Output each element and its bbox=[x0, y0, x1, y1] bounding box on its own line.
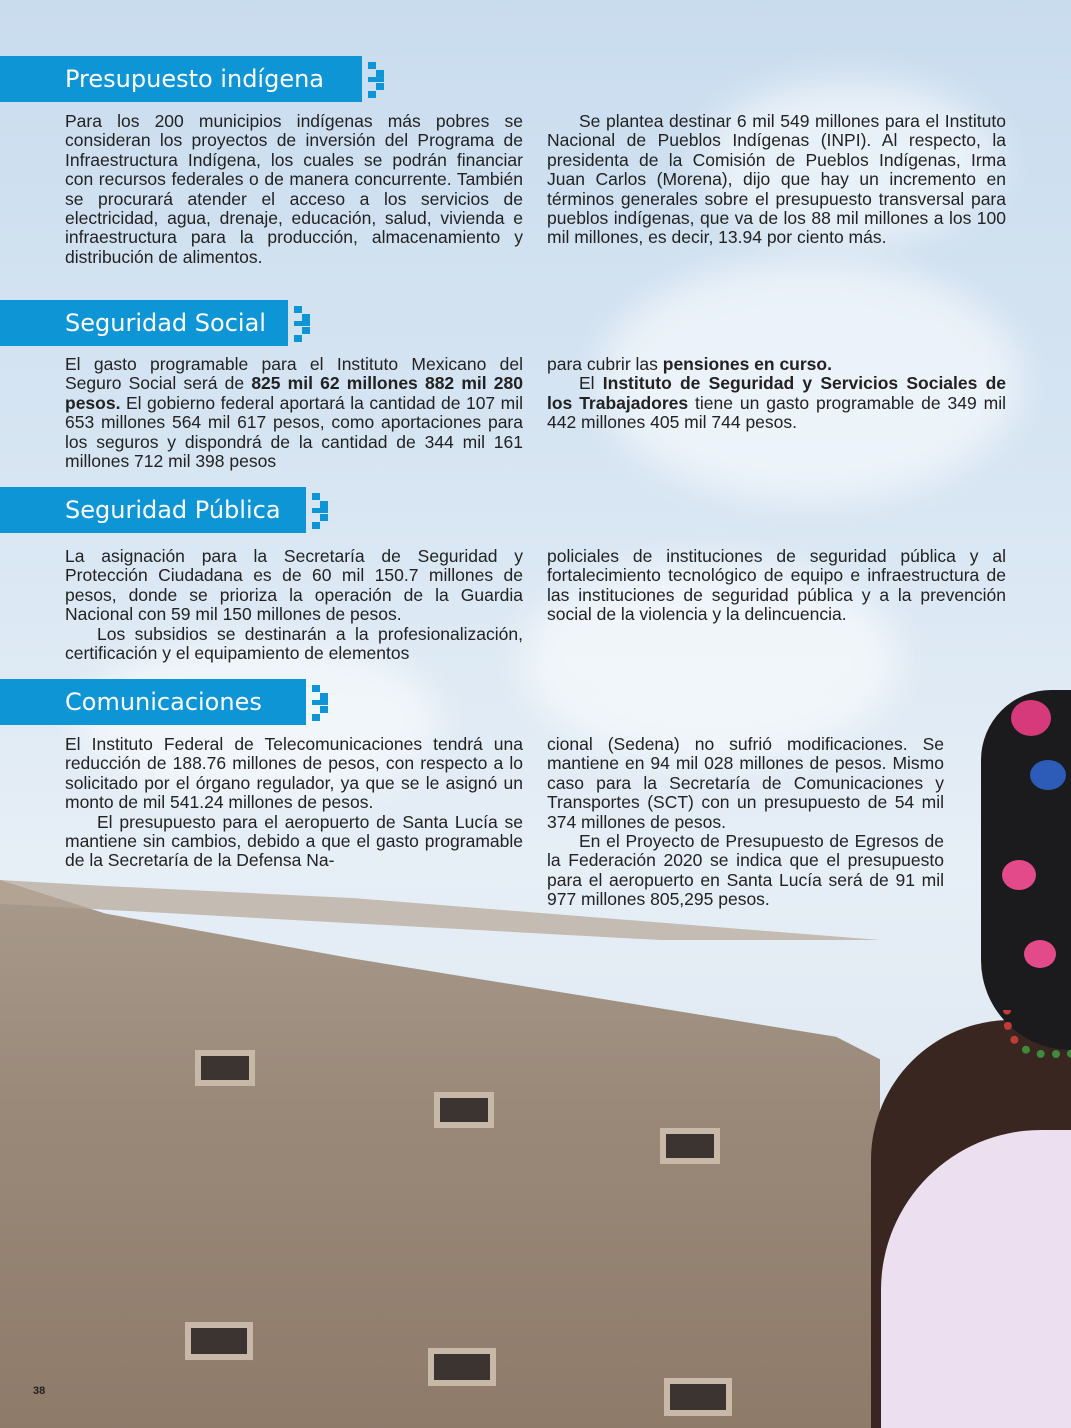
section-title: Seguridad Pública bbox=[65, 496, 281, 524]
bracket-icon bbox=[312, 487, 334, 533]
section-1-right-column bbox=[547, 112, 1006, 248]
paragraph: El presupuesto para el aeropuerto de Santa Lucía se mantiene sin cambios, debido a que el gasto programable de la Secretaría de la Defensa Na- bbox=[65, 811, 523, 871]
paragraph: En el Proyecto de Presupuesto de Egresos de la Federación 2020 se indica que el presupuesto para el aeropuerto en Santa Lucía será de 91 mil 977 millones 805,295 pesos. bbox=[547, 831, 944, 910]
section-header-seguridad-social bbox=[0, 300, 288, 346]
section-header-presupuesto-indigena bbox=[0, 56, 362, 102]
section-2-right-column bbox=[547, 355, 1006, 433]
section-3-right-column bbox=[547, 547, 1006, 625]
paragraph: El Instituto Federal de Telecomunicaciones tendrá una reducción de 188.76 millones de pesos, con respecto a lo solicitado por el órgano regulador, ya que se le asignó un monto de mil 541.24 millones de pesos. bbox=[65, 734, 523, 813]
text-run: tiene un gasto programable de 349 mil 442 millones 405 mil 744 pesos. bbox=[547, 392, 1006, 433]
page-number: 38 bbox=[33, 1385, 46, 1397]
paragraph bbox=[65, 355, 523, 471]
paragraph bbox=[547, 374, 1006, 432]
section-title: Comunicaciones bbox=[65, 688, 262, 716]
paragraph bbox=[547, 355, 1006, 374]
paragraph: cional (Sedena) no sufrió modificaciones. Se mantiene en 94 mil 028 millones de pesos. Mismo caso para la Secretaría de Comunicaciones y Transportes (SCT) con un presupuesto de 54 mil 374 millones de pesos. bbox=[547, 734, 944, 832]
section-3-left-column bbox=[65, 547, 523, 663]
bold-text: Instituto de Seguridad y Servicios Sociales de los Trabajadores bbox=[547, 373, 1006, 413]
paragraph: Los subsidios se destinarán a la profesionalización, certificación y el equipamiento de elementos bbox=[65, 623, 523, 664]
text-run: El bbox=[579, 373, 603, 394]
section-title: Seguridad Social bbox=[65, 309, 266, 337]
section-header-seguridad-publica bbox=[0, 487, 306, 533]
section-1-left-column bbox=[65, 112, 523, 267]
section-header-comunicaciones bbox=[0, 679, 306, 725]
paragraph: Para los 200 municipios indígenas más pobres se consideran los proyectos de inversión del Programa de Infraestructura Indígena, los cuales se podrán financiar con recursos federales o de manera concurrente. También se procurará atender el acceso a los servicios de electricidad, agua, drenaje, educación, salud, vivienda e infraestructura para la producción, almacenamiento y distribución de alimentos. bbox=[65, 111, 523, 267]
section-2-left-column bbox=[65, 355, 523, 471]
paragraph: La asignación para la Secretaría de Seguridad y Protección Ciudadana es de 60 mil 150.7 millones de pesos, donde se prioriza la operación de la Guardia Nacional con 59 mil 150 millones de pesos. bbox=[65, 546, 523, 625]
section-4-left-column bbox=[65, 735, 523, 871]
text-run: El gasto programable para el Instituto Mexicano del Seguro Social será de bbox=[65, 354, 523, 394]
section-4-right-column bbox=[547, 735, 944, 910]
bracket-icon bbox=[368, 56, 390, 102]
text-run: para cubrir las bbox=[547, 354, 663, 374]
text-run: El gobierno federal aportará la cantidad de 107 mil 653 millones 564 mil 617 pesos, como aportaciones para los seguros y dispondrá de la cantidad de 344 mil 161 millones 712 mil 398 pesos bbox=[65, 392, 523, 472]
paragraph: policiales de instituciones de seguridad pública y al fortalecimiento tecnológico de equipo e infraestructura de las instituciones de seguridad pública y a la prevención social de la violencia y la delincuencia. bbox=[547, 546, 1006, 625]
section-title: Presupuesto indígena bbox=[65, 65, 325, 93]
bold-text: 825 mil 62 millones 882 mil 280 pesos. bbox=[65, 373, 523, 413]
bracket-icon bbox=[294, 300, 316, 346]
bold-text: pensiones en curso. bbox=[662, 354, 832, 374]
paragraph: Se plantea destinar 6 mil 549 millones para el Instituto Nacional de Pueblos Indígenas (INPI). Al respecto, la presidenta de la Comisión de Pueblos Indígenas, Irma Juan Carlos (Morena), dijo que hay un incremento en términos generales sobre el presupuesto transversal para pueblos indígenas, que va de los 88 mil millones a los 100 mil millones, es decir, 13.94 por ciento más. bbox=[547, 111, 1006, 248]
bracket-icon bbox=[312, 679, 334, 725]
